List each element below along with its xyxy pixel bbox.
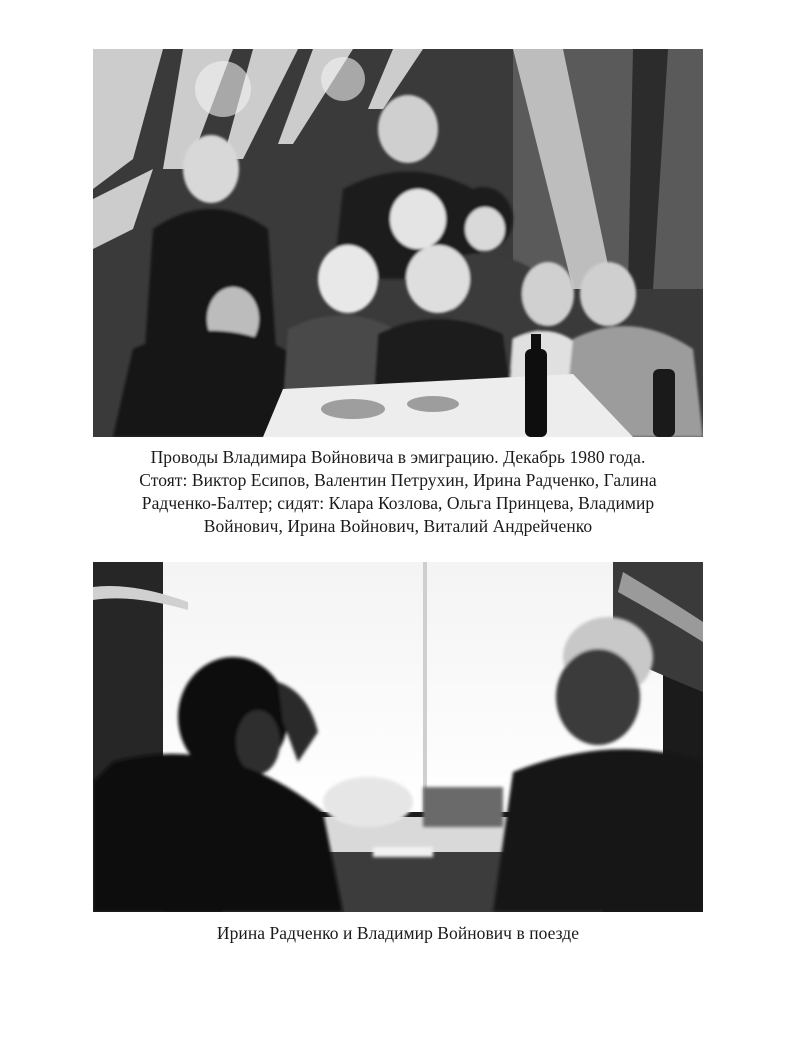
caption-line: Проводы Владимира Войновича в эмиграцию. Декабрь 1980 года. — [150, 447, 646, 467]
train-photo-caption — [93, 922, 703, 945]
caption-line: Радченко-Балтер; сидят: Клара Козлова, Ольга Принцева, Владимир — [141, 493, 655, 513]
group-photo-caption — [93, 446, 703, 538]
group-photo-image — [93, 49, 703, 437]
caption-line: Войнович, Ирина Войнович, Виталий Андрейченко — [203, 516, 593, 536]
caption-line: Стоят: Виктор Есипов, Валентин Петрухин, Ирина Радченко, Галина — [139, 470, 657, 490]
caption-line: Ирина Радченко и Владимир Войнович в поезде — [216, 923, 580, 943]
train-photo — [93, 562, 703, 912]
group-photo — [93, 49, 703, 437]
train-photo-image — [93, 562, 703, 912]
